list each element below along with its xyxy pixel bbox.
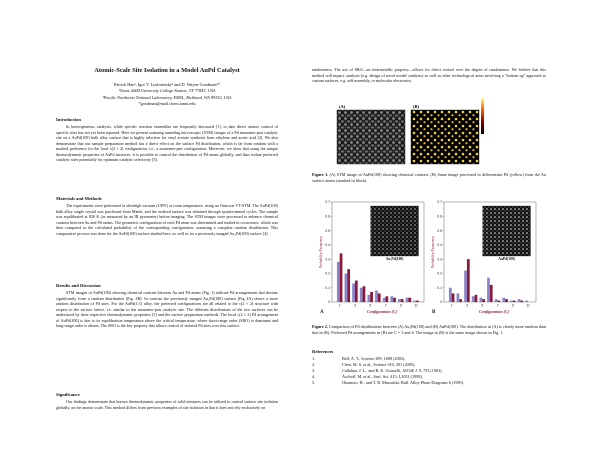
bar xyxy=(472,296,475,302)
bar xyxy=(449,288,452,302)
author-block xyxy=(56,82,278,107)
y-axis-label: Probability/Frequency xyxy=(319,235,323,269)
bar xyxy=(378,293,381,302)
stm-inset-image xyxy=(371,206,419,256)
x-tick-label: 3 xyxy=(354,303,357,308)
reference-item: 1. Bell, A. T., Science 299, 1688 (2003). xyxy=(312,356,406,361)
bar xyxy=(525,301,528,302)
bar xyxy=(467,259,470,302)
x-axis-label: Configuration (C) xyxy=(479,309,509,314)
y-tick-label: 0 xyxy=(328,300,330,305)
reference-item: 2. Chen, M. S. et al., Science 310, 291 (2005). xyxy=(312,362,416,367)
bar xyxy=(355,281,358,302)
introduction-text: In heterogeneous catalysis, while specific reaction ensembles are frequently discussed [1], to date direct atomic control of specific sites has not yet been reported. Here we present scanning tunneling microscopic (STM) images of a Pd monomer-pair catalytic site on a AuPd(100) bulk alloy surface that is highly selective for vinyl acetate synthesis from ethylene and acetic acid [2]. We also demonstrate that our sample preparation method has a direct effect on the surface Pd distribution, which is far from random with a marked preference for the local c(2 × 2) configuration, i.e., a monomer-pair configuration. Moreover, we show that using the unique thermodynamic properties of AuPd mixtures, it is possible to control the distribution of Pd atoms globally, and thus isolate preferred catalytic sites potentially for optimum catalytic selectivity [3]. xyxy=(56,124,278,163)
introduction-heading: Introduction xyxy=(56,117,81,122)
bar xyxy=(352,283,355,302)
bar xyxy=(367,295,370,302)
bar xyxy=(482,299,485,302)
x-tick-label: 5 xyxy=(481,303,484,308)
bar xyxy=(337,262,340,302)
y-tick-label: 0.5 xyxy=(437,228,442,233)
figure-2-caption-text: Comparison of Pd distributions between (A) Au₃Pd(100) and (B) AuPd(100). The distribution in (A) is clearly more random than that in (B). Preferred Pd arrangements in (B) are C = 3 and 6. The image in (B) is the same image shown in Fig. 1. xyxy=(312,324,546,335)
figure-2-caption-label: Figure 2. xyxy=(312,324,328,329)
x-tick-label: 11 xyxy=(414,303,418,308)
x-tick-label: 9 xyxy=(399,303,402,308)
bar xyxy=(475,295,478,302)
y-tick-label: 0.6 xyxy=(325,214,330,219)
colorbar xyxy=(481,98,484,134)
references-heading: References xyxy=(312,349,334,354)
y-tick-label: 0.4 xyxy=(437,243,442,248)
bar xyxy=(360,288,363,302)
bar xyxy=(413,301,416,302)
bar xyxy=(487,278,490,302)
reference-item: 3. Callahan, J. L., and R. K. Grasselli, AIChE J. 9, 755 (1963). xyxy=(312,368,443,373)
x-tick-label: 3 xyxy=(466,303,469,308)
bar xyxy=(452,293,455,302)
bar xyxy=(398,299,401,302)
y-tick-label: 0.3 xyxy=(325,257,330,262)
bar xyxy=(513,301,516,302)
reference-item: 5. Okamoto, H., and T. B. Massalski, Bull. Alloy Phase Diagrams 6 (1985). xyxy=(312,380,465,385)
bar xyxy=(393,298,396,302)
x-tick-label: 11 xyxy=(526,303,530,308)
bar xyxy=(401,299,404,302)
bar xyxy=(345,273,348,302)
inset-label: Au₃Pd(100) xyxy=(385,257,404,261)
results-text: STM images of AuPd(100) showing chemical contrast between Au and Pd atoms (Fig. 1) indicate Pd arrangements that deviate significantly from a random distribution (Fig. 2B). In contrast the previously imaged Au₃Pd(100) surface (Fig 2A) shows a more random distribution of Pd sites. For the AuPd(1:1) alloy, the preferred configurations are all related to the c(2 × 2) structure with respect to the surface lattice, i.e. similar to the monomer-pair catalytic site. The different distributions of the two surfaces can be understood by their respective thermodynamic properties [5] and the surface preparation methods. The local c(2 × 2) Pd arrangement of AuPd(100) is due to its equilibration temperature above the critical temperature, where short-range order (SRO) is dominant and long-range order is absent. The SRO is the key property that allows control of isolated Pd sites over this surface. xyxy=(56,290,278,329)
bar xyxy=(479,298,482,302)
figure-1-caption-label: Figure 1. xyxy=(312,172,329,177)
y-tick-label: 0.3 xyxy=(437,257,442,262)
contact-email[interactable]: *goodman@mail.chem.tamu.edu xyxy=(138,100,196,106)
bar xyxy=(464,271,467,302)
stm-image-b xyxy=(411,110,479,164)
bar xyxy=(347,269,350,302)
inset-label: AuPd(100) xyxy=(498,257,515,261)
significance-heading: Significance xyxy=(56,392,80,397)
figure-1-caption-text: (A) STM image of AuPd(100) showing chemical contrast. (B) Same image processed to differentiate Pd (yellow) from the Au surface atoms (masked in black). xyxy=(312,172,546,183)
fig1-label-b: (B) xyxy=(413,104,419,109)
significance-text: Our findings demonstrate that known thermodynamic properties of solid mixtures can be utilized to control surface site isolation globally, on the atomic scale. This method differs from previous examples of site isolation in that it does not rely exclusively on xyxy=(56,399,278,410)
y-tick-label: 0.7 xyxy=(437,200,442,205)
panel-label: B xyxy=(432,310,436,315)
bar xyxy=(375,291,378,302)
y-tick-label: 0.2 xyxy=(437,271,442,276)
y-tick-label: 0.5 xyxy=(325,228,330,233)
panel-label: A xyxy=(320,310,324,315)
methods-heading: Materials and Methods xyxy=(56,196,102,201)
results-heading: Results and Discussion xyxy=(56,283,101,288)
y-tick-label: 0.2 xyxy=(325,271,330,276)
bar xyxy=(490,285,493,302)
bar xyxy=(406,298,409,302)
affiliation-1: ¹Texas A&M University College Station, TX 77843, USA xyxy=(118,88,216,94)
bar xyxy=(408,298,411,302)
y-tick-label: 0.1 xyxy=(437,285,442,290)
figure-1-caption xyxy=(312,172,546,183)
y-tick-label: 0.1 xyxy=(325,285,330,290)
y-tick-label: 0.4 xyxy=(325,243,330,248)
x-tick-label: 5 xyxy=(369,303,372,308)
bar xyxy=(520,301,523,302)
bar xyxy=(518,299,521,302)
methods-text: The experiments were performed in ultrahigh vacuum (UHV) at room temperature, using an Omicron VT-STM. The AuPd(100) bulk alloy single crystal was purchased from Matek, and the ordered surface was obtained through sputter-anneal cycles. The sample was equilibrated at 820 K (as measured by an IR pyrometer) before imaging. The STM images were processed to enhance chemical contrast between Au and Pd atoms. The geometric configuration of each Pd atom was determined and totaled in occurrence, which was then compared to the calculated probability of the corresponding configuration, assuming a complete random distribution. This comparative process was done for the AuPd(100) surface studied here, as well as for a previously imaged Au₃Pd(100) surface [4]. xyxy=(56,203,278,236)
bar xyxy=(497,301,500,302)
bar xyxy=(510,301,513,302)
bar xyxy=(340,253,343,302)
bar xyxy=(416,301,419,302)
y-tick-label: 0.7 xyxy=(325,200,330,205)
x-tick-label: 7 xyxy=(496,303,499,308)
bar xyxy=(383,298,386,302)
bar xyxy=(505,299,508,302)
reference-item: 4. Aschoff, M. et al., Surf. Sci. 415, L1051 (1998). xyxy=(312,374,423,379)
stm-inset-image xyxy=(483,206,531,256)
bar xyxy=(457,293,460,302)
x-tick-label: 1 xyxy=(450,303,453,308)
bar xyxy=(502,298,505,302)
fig1-label-a: (A) xyxy=(339,104,346,109)
bar xyxy=(385,296,388,302)
y-tick-label: 0.6 xyxy=(437,214,442,219)
bar xyxy=(390,296,393,302)
bar xyxy=(363,286,366,302)
figure-1 xyxy=(335,96,485,166)
y-axis-label: Probability/Frequency xyxy=(431,235,435,269)
bar xyxy=(495,299,498,302)
x-tick-label: 1 xyxy=(338,303,341,308)
continued-text: randomness. The use of SRO—an intermetallic property—allows for direct control over the degree of randomness. We believe that this method will impact catalysis (e.g. design of novel model catalysts) as well as other technological areas involving a "bottom up" approach to custom surfaces, e.g. self-assembly, or molecular electronics. xyxy=(312,67,546,84)
author-list: Patrick Han¹, Igor V. Lyubinetsky² and D. Wayne Goodman¹* xyxy=(113,82,221,87)
figure-2 xyxy=(318,196,540,320)
bar xyxy=(459,299,462,302)
y-tick-label: 0 xyxy=(440,300,442,305)
stm-image-a xyxy=(337,110,405,164)
x-tick-label: 9 xyxy=(511,303,514,308)
affiliation-2: ²Pacific Northwest National Laboratory, EMSL, Richland, WA 99352, USA xyxy=(102,94,232,100)
bar xyxy=(370,292,373,302)
paper-title: Atomic-Scale Site Isolation in a Model AuPd Catalyst xyxy=(94,67,240,74)
x-axis-label: Configuration (C) xyxy=(367,309,397,314)
x-tick-label: 7 xyxy=(384,303,387,308)
figure-2-caption xyxy=(312,324,546,335)
